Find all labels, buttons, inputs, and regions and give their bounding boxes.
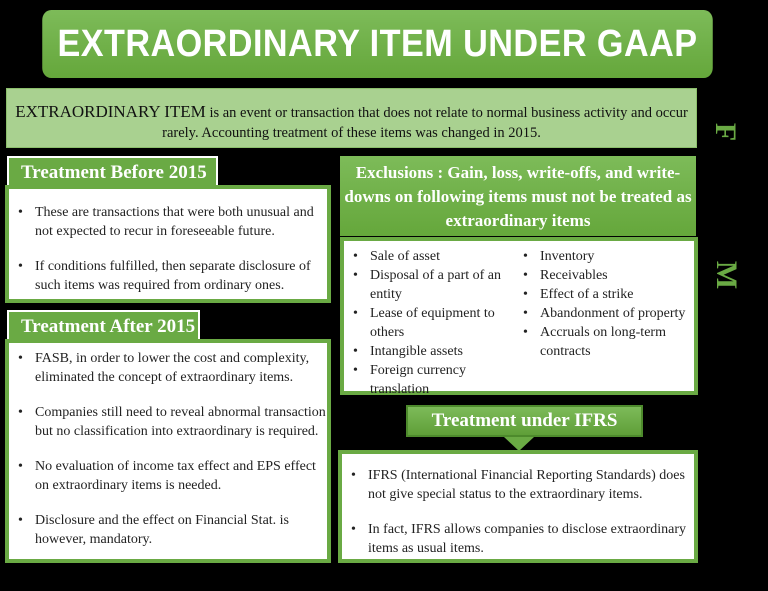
watermark-letter-m: M — [710, 260, 744, 290]
list-item: • Inventory — [514, 247, 694, 266]
list-item: • Intangible assets — [344, 342, 514, 361]
before-2015-box — [5, 185, 331, 303]
definition-box — [6, 88, 697, 148]
list-item: • Receivables — [514, 266, 694, 285]
list-item: • FASB, in order to lower the cost and complexity, eliminated the concept of extraordinary items. — [9, 349, 327, 387]
definition-text: is an event or transaction that does not relate to normal business activity and occur rarely. Accounting treatment of these items was changed in 2015. — [162, 105, 688, 141]
down-arrow-icon — [504, 437, 534, 451]
title-banner — [42, 10, 713, 78]
page-title: EXTRAORDINARY ITEM UNDER GAAP — [57, 22, 698, 65]
list-item: • No evaluation of income tax effect and EPS effect on extraordinary items is needed. — [9, 457, 327, 495]
ifrs-box — [338, 450, 698, 563]
after-2015-list — [9, 349, 327, 549]
list-item: • Accruals on long-term contracts — [514, 323, 694, 361]
list-item: • Disclosure and the effect on Financial Stat. is however, mandatory. — [9, 511, 327, 549]
list-item: • Lease of equipment to others — [344, 304, 514, 342]
before-2015-list — [9, 203, 327, 295]
ifrs-list — [342, 466, 694, 558]
list-item: • Sale of asset — [344, 247, 514, 266]
ifrs-heading: Treatment under IFRS — [406, 405, 643, 437]
list-item: • IFRS (International Financial Reporting Standards) does not give special status to the extraordinary items. — [342, 466, 694, 504]
list-item: • Effect of a strike — [514, 285, 694, 304]
exclusions-left-list — [344, 247, 514, 397]
list-item: • If conditions fulfilled, then separate disclosure of such items was required from ordinary ones. — [9, 257, 327, 295]
exclusions-box — [340, 237, 698, 395]
list-item: • These are transactions that were both unusual and not expected to recur in foreseeable future. — [9, 203, 327, 241]
after-2015-heading: Treatment After 2015 — [7, 310, 200, 341]
exclusions-right-list — [514, 247, 694, 391]
definition-term: EXTRAORDINARY ITEM — [15, 102, 206, 121]
list-item: • Foreign currency translation — [344, 361, 514, 399]
exclusions-heading: Exclusions : Gain, loss, write-offs, and write-downs on following items must not be treated as extraordinary items — [340, 156, 696, 236]
after-2015-box — [5, 339, 331, 563]
list-item: • Companies still need to reveal abnormal transaction but no classification into extraordinary is required. — [9, 403, 327, 441]
list-item: • In fact, IFRS allows companies to disclose extraordinary items as usual items. — [342, 520, 694, 558]
list-item: • Disposal of a part of an entity — [344, 266, 514, 304]
list-item: • Abandonment of property — [514, 304, 694, 323]
before-2015-heading: Treatment Before 2015 — [7, 156, 218, 187]
watermark-letter-f: F — [709, 122, 743, 142]
